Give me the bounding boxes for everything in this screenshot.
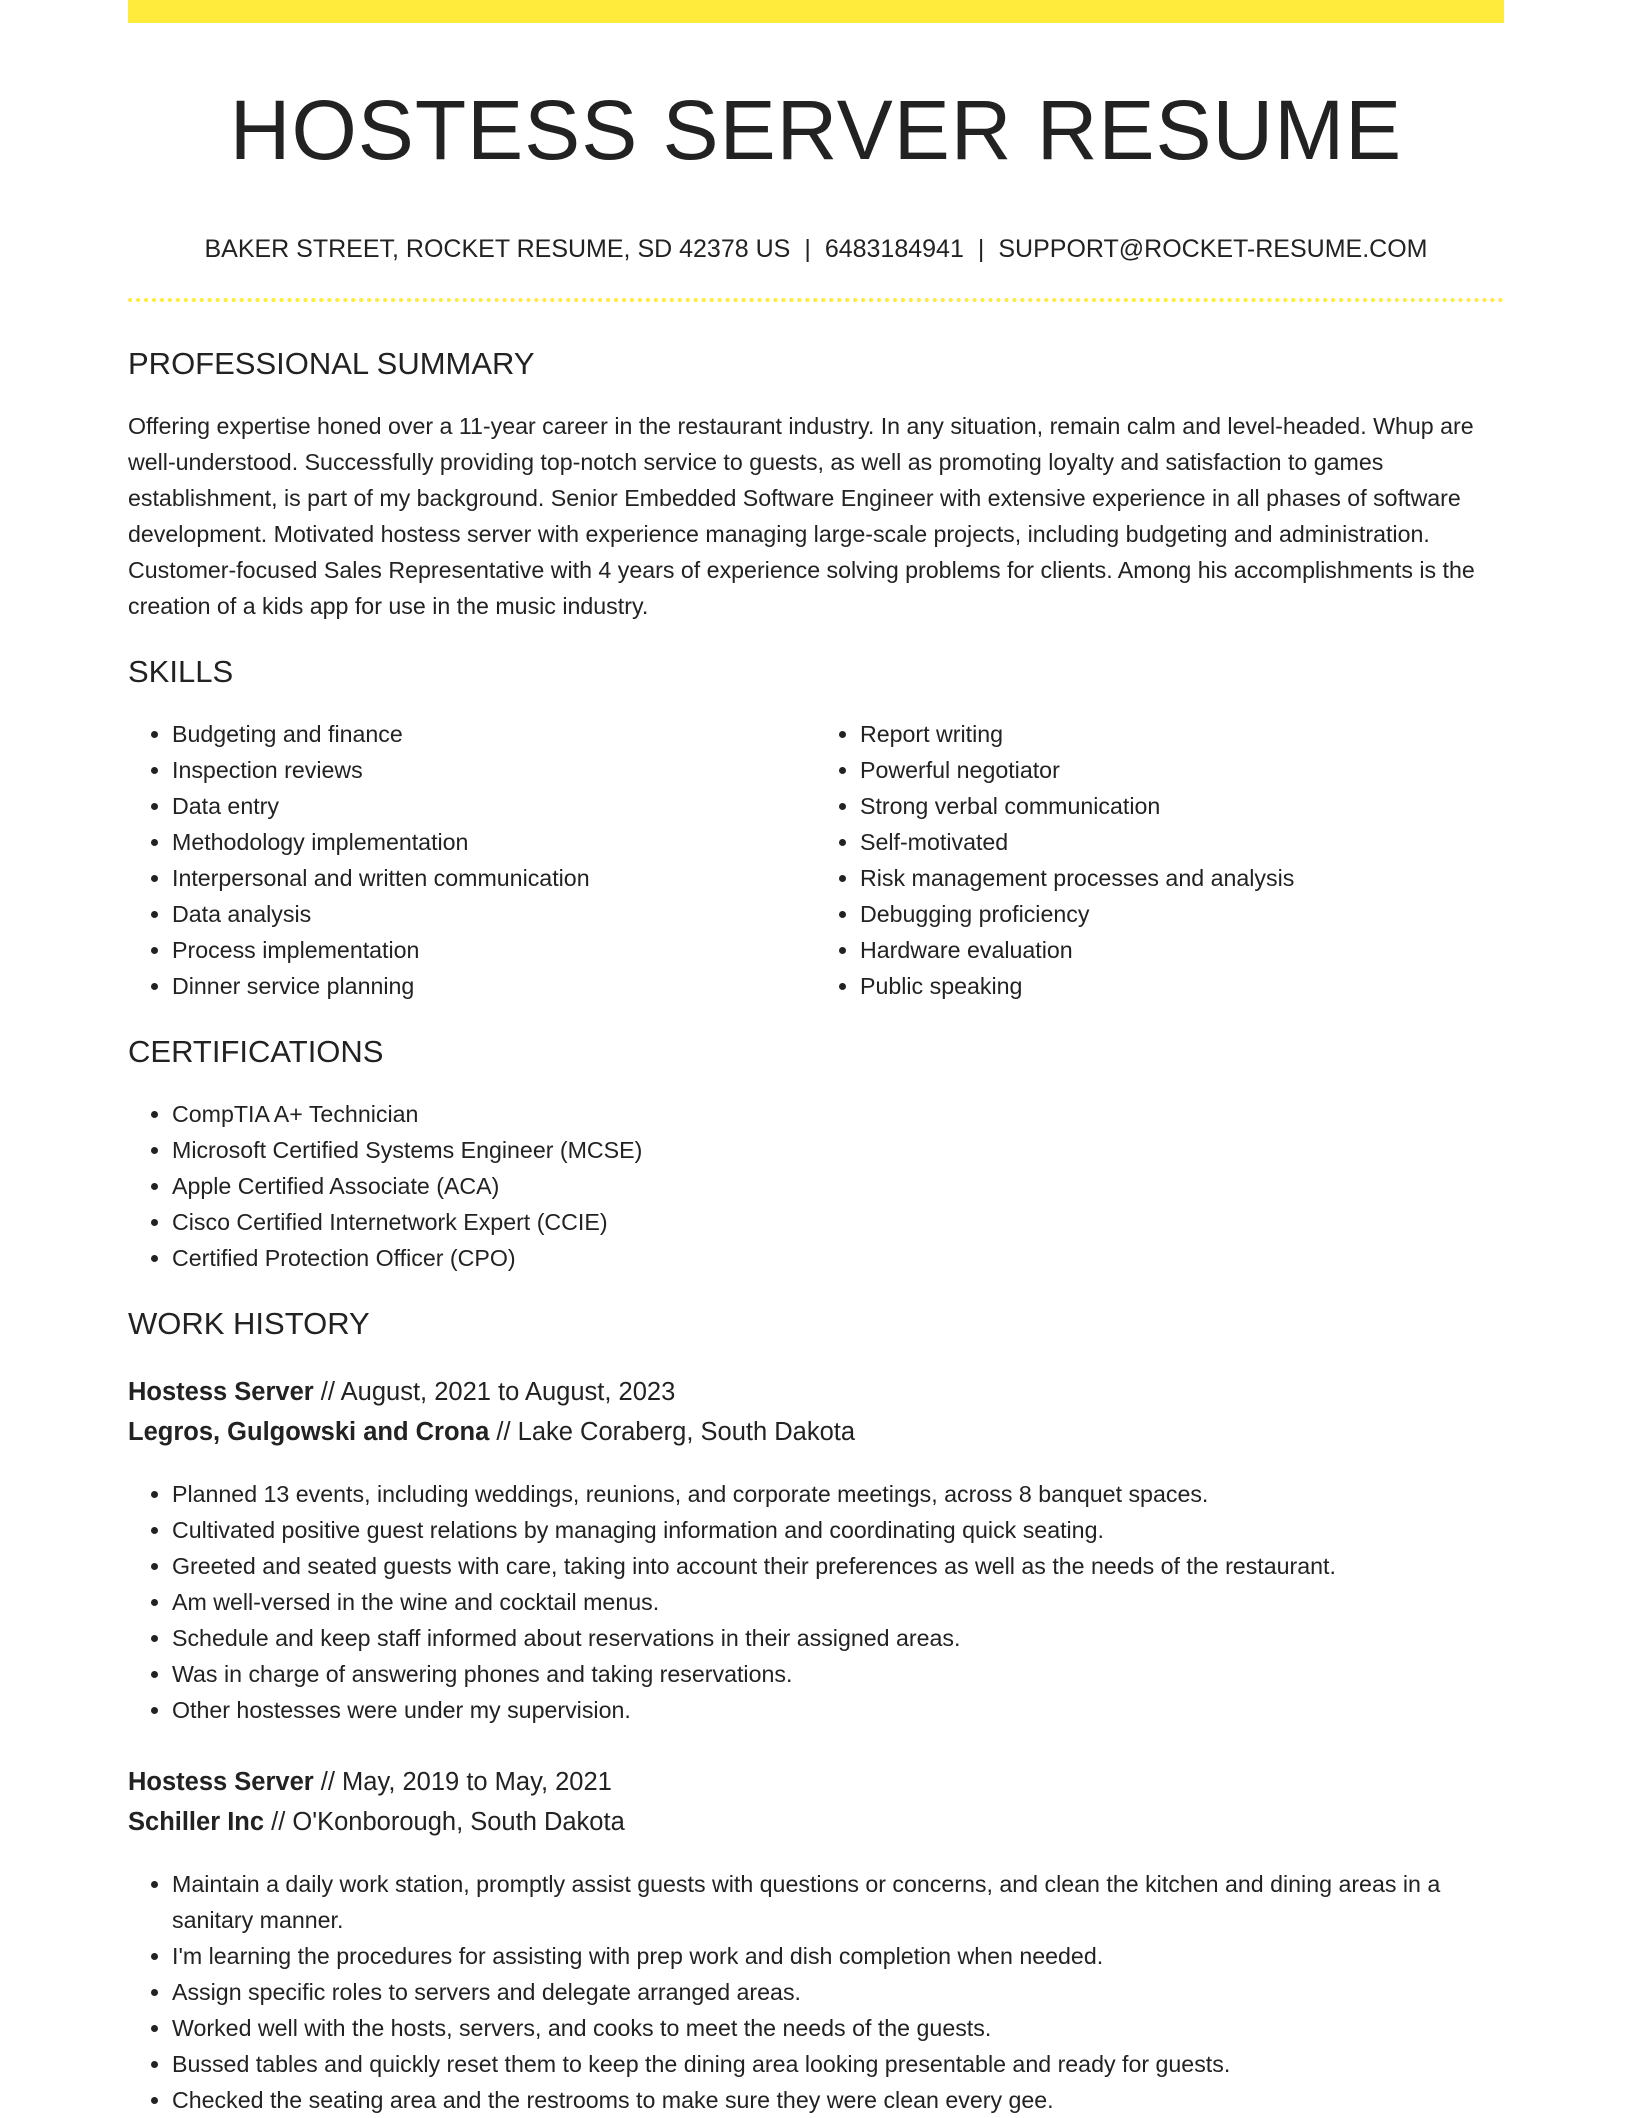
skill-item: • Powerful negotiator (860, 752, 1504, 788)
job-entry (128, 1372, 1504, 1728)
skill-item: • Risk management processes and analysis (860, 860, 1504, 896)
dotted-divider (128, 298, 1504, 302)
skill-item: • Interpersonal and written communication (172, 860, 816, 896)
skill-item: • Public speaking (860, 968, 1504, 1004)
job-company: Legros, Gulgowski and Crona (128, 1418, 490, 1446)
job-duty: • Schedule and keep staff informed about reservations in their assigned areas. (172, 1620, 1504, 1656)
skill-item: • Self-motivated (860, 824, 1504, 860)
job-dates: // August, 2021 to August, 2023 (320, 1378, 676, 1406)
skill-item: • Debugging proficiency (860, 896, 1504, 932)
contact-separator: | (977, 235, 985, 263)
summary-heading: PROFESSIONAL SUMMARY (128, 346, 535, 381)
job-title-line (128, 1372, 1504, 1412)
contact-line (128, 232, 1504, 266)
job-company-line (128, 1802, 1504, 1842)
certification-item: • Cisco Certified Internetwork Expert (CCIE) (172, 1204, 1504, 1240)
contact-separator: | (804, 235, 811, 263)
resume-title: HOSTESS SERVER RESUME (229, 83, 1403, 177)
job-duties-list (128, 1866, 1504, 2118)
certification-item: • Microsoft Certified Systems Engineer (MCSE) (172, 1132, 1504, 1168)
job-duty: • Planned 13 events, including weddings, reunions, and corporate meetings, across 8 banquet spaces. (172, 1476, 1504, 1512)
certifications-list (128, 1096, 1504, 1276)
work-history-heading: WORK HISTORY (128, 1306, 370, 1341)
skills-list-right (816, 716, 1504, 1004)
skill-item: • Hardware evaluation (860, 932, 1504, 968)
summary-text: Offering expertise honed over a 11-year career in the restaurant industry. In any situation, remain calm and level-headed. Whup are well-understood. Successfully providing top-notch service to guests, as well as promoting loyalty and satisfaction to games establishment, is part of my background. Senior Embedded Software Engineer with extensive experience in all phases of software development. Motivated hostess server with experience managing large-scale projects, including budgeting and administration. Customer-focused Sales Representative with 4 years of experience solving problems for clients. Among his accomplishments is the creation of a kids app for use in the music industry. (128, 413, 1475, 619)
skill-item: • Data entry (172, 788, 816, 824)
certification-item: • Certified Protection Officer (CPO) (172, 1240, 1504, 1276)
job-entry (128, 1762, 1504, 2118)
job-duty: • Worked well with the hosts, servers, and cooks to meet the needs of the guests. (172, 2010, 1504, 2046)
job-duty: • Checked the seating area and the restrooms to make sure they were clean every gee. (172, 2082, 1504, 2118)
job-title: Hostess Server (128, 1768, 314, 1796)
skill-item: • Strong verbal communication (860, 788, 1504, 824)
skill-item: • Data analysis (172, 896, 816, 932)
skill-item: • Methodology implementation (172, 824, 816, 860)
job-duty: • Bussed tables and quickly reset them to keep the dining area looking presentable and ready for guests. (172, 2046, 1504, 2082)
skills-list-left (128, 716, 816, 1004)
job-duty: • Greeted and seated guests with care, taking into account their preferences as well as the needs of the restaurant. (172, 1548, 1504, 1584)
job-duty: • I'm learning the procedures for assisting with prep work and dish completion when needed. (172, 1938, 1504, 1974)
skills-heading: SKILLS (128, 654, 234, 689)
job-duty: • Was in charge of answering phones and taking reservations. (172, 1656, 1504, 1692)
job-duty: • Assign specific roles to servers and delegate arranged areas. (172, 1974, 1504, 2010)
contact-phone: 6483184941 (824, 235, 964, 263)
job-duties-list (128, 1476, 1504, 1728)
job-duty: • Maintain a daily work station, promptly assist guests with questions or concerns, and clean the kitchen and dining areas in a sanitary manner. (172, 1866, 1504, 1938)
job-location: // O'Konborough, South Dakota (271, 1808, 625, 1836)
job-duty: • Cultivated positive guest relations by managing information and coordinating quick seating. (172, 1512, 1504, 1548)
contact-email: SUPPORT@ROCKET-RESUME.COM (998, 235, 1428, 263)
job-company: Schiller Inc (128, 1808, 265, 1836)
job-duty: • Other hostesses were under my supervision. (172, 1692, 1504, 1728)
certification-item: • Apple Certified Associate (ACA) (172, 1168, 1504, 1204)
job-duty: • Am well-versed in the wine and cocktail menus. (172, 1584, 1504, 1620)
job-company-line (128, 1412, 1504, 1452)
skill-item: • Dinner service planning (172, 968, 816, 1004)
contact-address: BAKER STREET, ROCKET RESUME, SD 42378 US (204, 235, 791, 263)
certifications-heading: CERTIFICATIONS (128, 1034, 384, 1069)
certification-item: • CompTIA A+ Technician (172, 1096, 1504, 1132)
skill-item: • Budgeting and finance (172, 716, 816, 752)
resume-content (128, 0, 1504, 2118)
job-title-line (128, 1762, 1504, 1802)
job-title: Hostess Server (128, 1378, 314, 1406)
skill-item: • Inspection reviews (172, 752, 816, 788)
skill-item: • Report writing (860, 716, 1504, 752)
job-dates: // May, 2019 to May, 2021 (320, 1768, 612, 1796)
skills-grid (128, 716, 1504, 1004)
job-location: // Lake Coraberg, South Dakota (496, 1418, 856, 1446)
skill-item: • Process implementation (172, 932, 816, 968)
